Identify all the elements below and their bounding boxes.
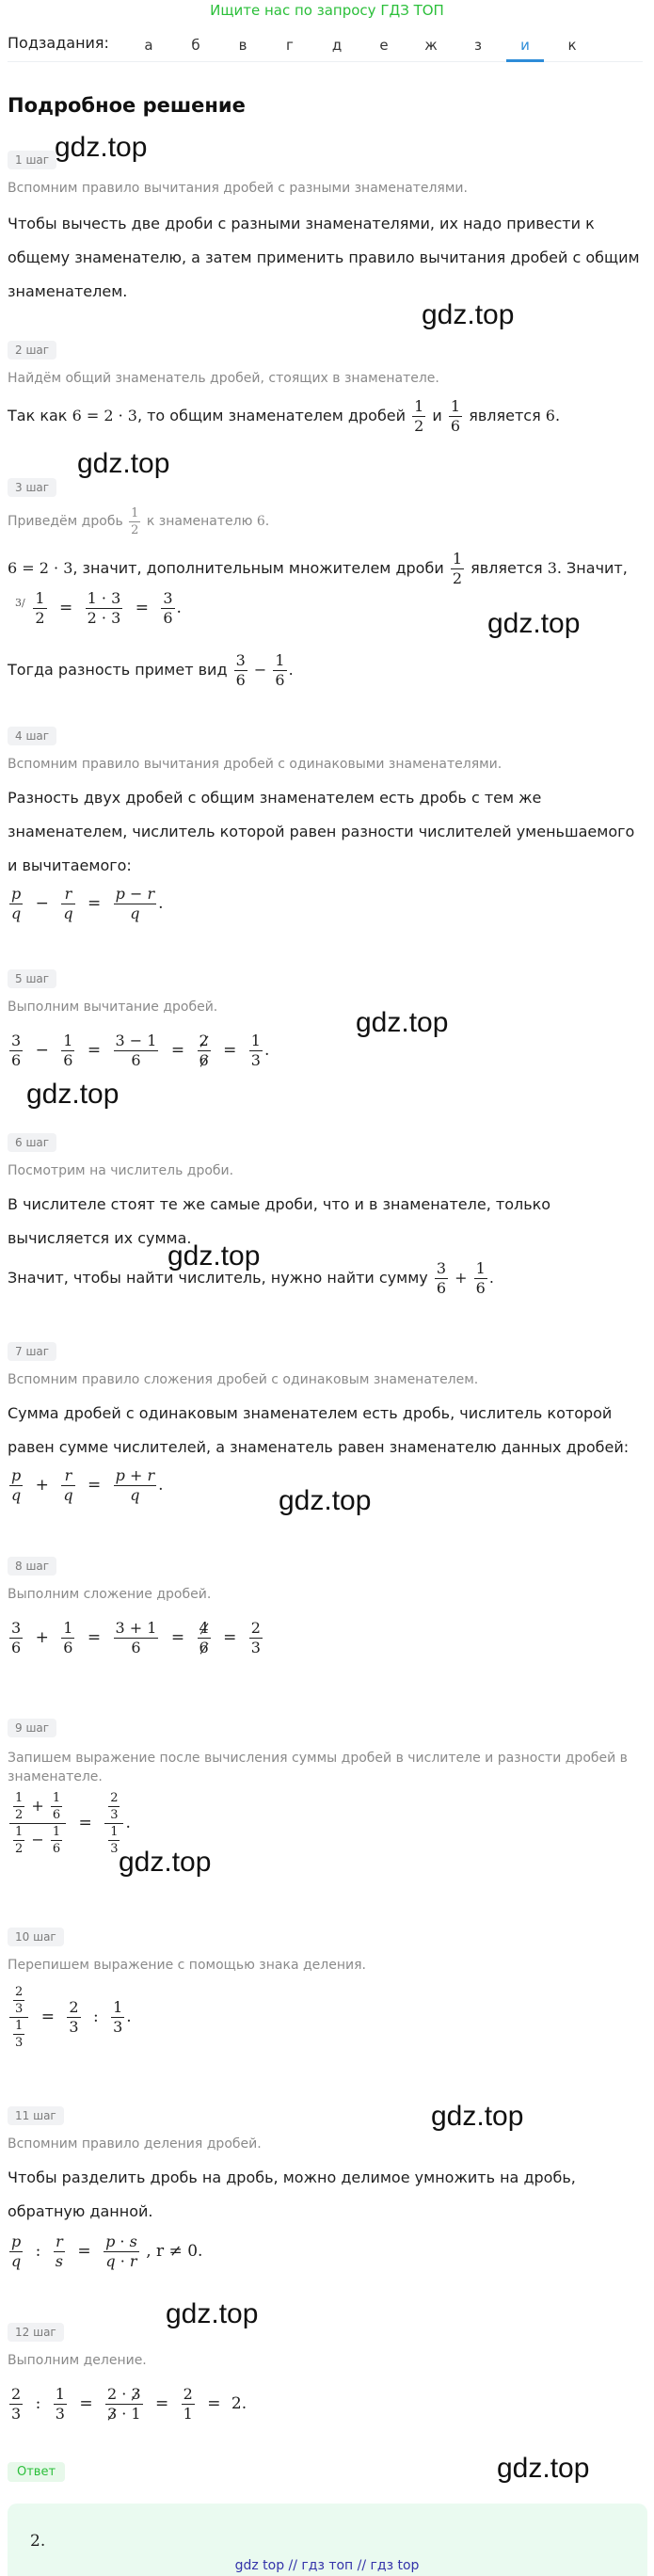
s9-equation: $\frac{1}{2}$ + $\frac{1}{6}$ $\frac{1}{2}$ − $\frac{1}{6}$ = $\frac{\frac{2}{3}}{\frac{1}{3}}$ . <box>8 1792 131 1855</box>
step-text-2 <box>8 395 647 437</box>
step-badge-3: 3 шаг <box>8 478 56 497</box>
s3-hint-b: к знаменателю <box>146 514 253 529</box>
multiplier-mark: 3/ <box>15 597 25 609</box>
s2-eq: 6 = 2 · 3 <box>72 407 137 424</box>
answer-value: 2. <box>30 2532 46 2551</box>
s2-text-c: и <box>432 407 442 424</box>
fraction-3-6-e: $\frac{3}{6}$ <box>11 1619 22 1656</box>
fraction-1-3-b: $\frac{1}{3}$ <box>113 1998 123 2036</box>
fraction-3-6-d: $\frac{3}{6}$ <box>436 1259 447 1297</box>
fraction-1-2: $\frac{1}{2}$ <box>414 397 424 435</box>
s3-line-c: является <box>471 559 543 577</box>
watermark: gdz.top <box>77 448 170 479</box>
watermark: gdz.top <box>422 299 515 330</box>
step-hint-12: Выполним деление. <box>8 2353 147 2368</box>
fraction-1-6: $\frac{1}{6}$ <box>450 397 461 435</box>
fraction-1-2-b: $\frac{1}{2}$ <box>452 550 462 587</box>
step-badge-1: 1 шаг <box>8 151 56 169</box>
fraction-1x3-2x3: $\frac{1 \cdot 3}{2 \cdot 3}$ <box>87 589 121 627</box>
s2-value: 6. <box>545 407 561 424</box>
s3-hint-a: Приведём дробь <box>8 514 123 529</box>
watermark: gdz.top <box>497 2453 590 2484</box>
s8-equation: $\frac{3}{6}$ + $\frac{1}{6}$ = $\frac{3 + 1}{6}$ = $\frac{4}{6}$ = $\frac{2}{3}$ <box>11 1619 261 1656</box>
s5-equation: $\frac{3}{6}$ − $\frac{1}{6}$ = $\frac{3 - 1}{6}$ = $\frac{2}{6}$ = $\frac{1}{3}$ . <box>11 1032 270 1069</box>
step-hint-9: Запишем выражение после вычисления суммы дробей в числителе и разности дробей в знаменателе. <box>8 1751 628 1784</box>
subtasks-bar <box>8 30 643 62</box>
step-badge-5: 5 шаг <box>8 969 56 988</box>
fraction-p-q: $\frac{p}{q}$ <box>11 885 22 922</box>
fraction-2-3-b: $\frac{2}{3}$ <box>69 1998 79 2036</box>
fraction-1-3-c: $\frac{1}{3}$ <box>55 2385 65 2423</box>
fraction-1-3: $\frac{1}{3}$ <box>250 1032 261 1069</box>
step-badge-12: 12 шаг <box>8 2323 64 2342</box>
fraction-4-6-reduced: $\frac{4}{6}$ <box>199 1619 209 1656</box>
step-hint-4: Вспомним правило вычитания дробей с одинаковыми знаменателями. <box>8 757 502 772</box>
fraction-ppr-q: $\frac{p + r}{q}$ <box>115 1466 155 1504</box>
s2-text-a: Так как <box>8 407 68 424</box>
fraction-3p1-6: $\frac{3 + 1}{6}$ <box>115 1619 157 1656</box>
fraction-1-6-d: $\frac{1}{6}$ <box>475 1259 486 1297</box>
subtask-tab-k[interactable]: к <box>567 37 577 54</box>
fraction-2-6-reduced: $\frac{2}{6}$ <box>199 1032 209 1069</box>
step-hint-6: Посмотрим на числитель дроби. <box>8 1163 234 1178</box>
complex-fraction-2-3-over-1-3-b: $\frac{\frac{2}{3}}{\frac{1}{3}}$ <box>9 1986 28 2049</box>
step-badge-8: 8 шаг <box>8 1557 56 1576</box>
subtask-tab-zh[interactable]: ж <box>424 37 438 54</box>
s3-line-d: Значит, <box>566 559 628 577</box>
s3-line-b: , значит, дополнительным множителем дроби <box>72 559 444 577</box>
step-text-3 <box>8 548 647 589</box>
subtasks-label: Подзадания: <box>8 34 109 52</box>
s3-diff-text: Тогда разность примет вид <box>8 661 228 679</box>
step-text-6: В числителе стоят те же самые дроби, что и в знаменателе, только вычисляется их сумма. <box>8 1195 551 1247</box>
fraction-p-q-b: $\frac{p}{q}$ <box>11 1466 22 1504</box>
fraction-1-2-grey: $\frac{1}{2}$ <box>131 505 139 537</box>
fraction-2-1: $\frac{2}{1}$ <box>183 2385 193 2423</box>
step-badge-7: 7 шаг <box>8 1342 56 1361</box>
step-text-11: Чтобы разделить дробь на дробь, можно делимое умножить на дробь, обратную данной. <box>8 2168 576 2220</box>
fraction-ps-qr: $\frac{p \cdot s}{q \cdot r}$ <box>105 2232 137 2270</box>
fraction-r-s: $\frac{r}{s}$ <box>55 2232 64 2270</box>
step-hint-1: Вспомним правило вычитания дробей с разными знаменателями. <box>8 181 468 196</box>
step-badge-9: 9 шаг <box>8 1719 56 1737</box>
step-hint-5: Выполним вычитание дробей. <box>8 1000 218 1015</box>
step-badge-11: 11 шаг <box>8 2106 64 2125</box>
s11-equation: $\frac{p}{q}$ : $\frac{r}{s}$ = $\frac{p \cdot s}{q \cdot r}$ , r ≠ 0. <box>11 2232 203 2270</box>
step-text-3b: Тогда разность примет вид $\frac{3}{6}$ − $\frac{1}{6}$ . <box>8 651 294 689</box>
step-text-1: Чтобы вычесть две дроби с разными знаменателями, их надо привести к общему знаменателю, а затем применить правило вычитания дробей с общим знаменателем. <box>8 215 640 300</box>
watermark: gdz.top <box>55 132 148 163</box>
section-title: Подробное решение <box>8 94 246 117</box>
fraction-2-3: $\frac{2}{3}$ <box>250 1619 261 1656</box>
step-badge-10: 10 шаг <box>8 1928 64 1946</box>
watermark: gdz.top <box>279 1485 372 1516</box>
step-hint-3 <box>8 503 269 540</box>
fraction-2x3-3x1: $\frac{2 \cdot 3}{3 \cdot 1}$ <box>106 2385 141 2423</box>
watermark: gdz.top <box>431 2101 524 2132</box>
watermark: gdz.top <box>119 1847 212 1878</box>
fraction-3-6-c: $\frac{3}{6}$ <box>11 1032 22 1069</box>
subtask-tab-z[interactable]: з <box>474 37 482 54</box>
answer-badge: Ответ <box>8 2462 65 2482</box>
fraction-pmr-q: $\frac{p - r}{q}$ <box>115 885 155 922</box>
top-banner: Ищите нас по запросу ГДЗ ТОП <box>210 2 444 19</box>
footer: gdz top // гдз топ // гдз top <box>234 2558 420 2573</box>
step-text-6b: Значит, чтобы найти числитель, нужно найти сумму $\frac{3}{6}$ + $\frac{1}{6}$ . <box>8 1259 494 1297</box>
complex-fraction-2-3-over-1-3: $\frac{\frac{2}{3}}{\frac{1}{3}}$ <box>104 1792 123 1855</box>
fraction-1-6-e: $\frac{1}{6}$ <box>63 1619 73 1656</box>
fraction-1-6-b: $\frac{1}{6}$ <box>275 651 285 689</box>
fraction-1-6-c: $\frac{1}{6}$ <box>63 1032 73 1069</box>
fraction-r-q-b: $\frac{r}{q}$ <box>63 1466 73 1504</box>
s12-equation: $\frac{2}{3}$ : $\frac{1}{3}$ = $\frac{2 \cdot 3}{3 \cdot 1}$ = $\frac{2}{1}$ = 2. <box>11 2385 247 2423</box>
s10-equation: $\frac{\frac{2}{3}}{\frac{1}{3}}$ = $\frac{2}{3}$ : $\frac{1}{3}$ . <box>8 1986 132 2049</box>
watermark: gdz.top <box>26 1079 120 1110</box>
complex-fraction-sum-diff: $\frac{1}{2}$ + $\frac{1}{6}$ $\frac{1}{2}$ − $\frac{1}{6}$ <box>9 1792 66 1855</box>
step-hint-10: Перепишем выражение с помощью знака деления. <box>8 1958 366 1973</box>
step-hint-11: Вспомним правило деления дробей. <box>8 2136 262 2152</box>
fraction-3m1-6: $\frac{3 - 1}{6}$ <box>115 1032 157 1069</box>
s2-text-b: , то общим знаменателем дробей <box>136 407 407 424</box>
watermark: gdz.top <box>166 2298 259 2329</box>
watermark: gdz.top <box>167 1240 261 1272</box>
fraction-p-q-c: $\frac{p}{q}$ <box>11 2232 22 2270</box>
step-text-7: Сумма дробей с одинаковым знаменателем есть дробь, числитель которой равен сумме числителей, а знаменатель равен знаменателю данных дробей: <box>8 1404 630 1456</box>
subtask-tab-v[interactable]: в <box>238 37 247 54</box>
s4-equation: $\frac{p}{q}$ − $\frac{r}{q}$ = $\frac{p - r}{q}$ . <box>11 885 164 922</box>
s11-cond: , r ≠ 0. <box>146 2242 203 2261</box>
step-badge-6: 6 шаг <box>8 1133 56 1152</box>
s3-line-value: 3. <box>547 559 562 577</box>
step-badge-4: 4 шаг <box>8 727 56 745</box>
fraction-r-q: $\frac{r}{q}$ <box>63 885 73 922</box>
watermark: gdz.top <box>356 1007 449 1038</box>
subtask-tab-i[interactable]: и <box>506 32 544 62</box>
subtask-tab-b[interactable]: б <box>191 37 200 54</box>
fraction-3-6-b: $\frac{3}{6}$ <box>235 651 246 689</box>
s3-line-a: 6 = 2 · 3 <box>8 559 73 577</box>
s7-equation: $\frac{p}{q}$ + $\frac{r}{q}$ = $\frac{p + r}{q}$ . <box>11 1466 164 1504</box>
subtask-tab-d[interactable]: д <box>331 37 343 54</box>
step-hint-7: Вспомним правило сложения дробей с одинаковым знаменателем. <box>8 1372 479 1387</box>
step-text-4: Разность двух дробей с общим знаменателем есть дробь с тем же знаменателем, числитель которой равен разности числителей уменьшаемого и вычитаемого: <box>8 789 635 874</box>
subtask-tab-a[interactable]: а <box>144 37 153 54</box>
s3-equation: 3/ $\frac{1}{2}$ = $\frac{1 \cdot 3}{2 \cdot 3}$ = $\frac{3}{6}$ . <box>15 589 182 627</box>
fraction-2-3-c: $\frac{2}{3}$ <box>11 2385 22 2423</box>
step-hint-2: Найдём общий знаменатель дробей, стоящих в знаменателе. <box>8 371 439 386</box>
subtask-tab-e[interactable]: е <box>379 37 389 54</box>
fraction-1-2-c: $\frac{1}{2}$ <box>35 589 45 627</box>
fraction-3-6: $\frac{3}{6}$ <box>163 589 173 627</box>
s2-text-d: является <box>469 407 541 424</box>
step-hint-8: Выполним сложение дробей. <box>8 1587 212 1602</box>
step-badge-2: 2 шаг <box>8 341 56 360</box>
s6-text2: Значит, чтобы найти числитель, нужно найти сумму <box>8 1269 428 1287</box>
subtask-tab-g[interactable]: г <box>286 37 294 54</box>
watermark: gdz.top <box>487 608 581 639</box>
s3-hint-value: 6. <box>256 514 270 529</box>
